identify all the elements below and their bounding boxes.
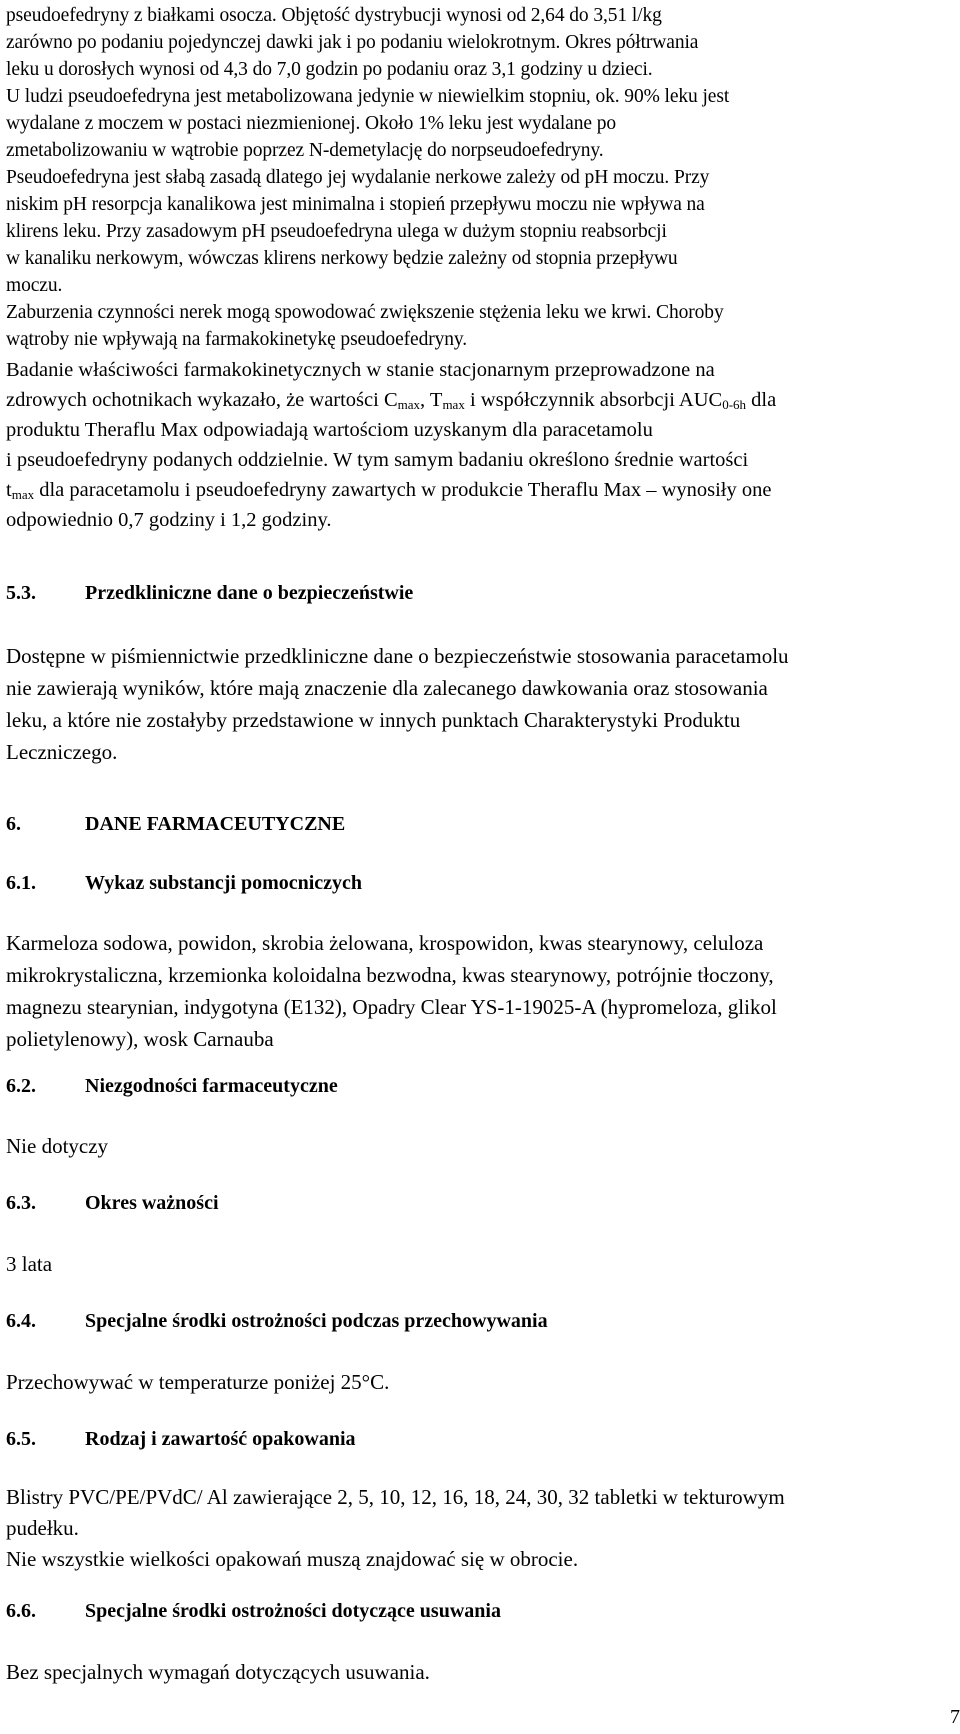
- subscript: max: [397, 397, 421, 412]
- text-line: Pseudoefedryna jest słabą zasadą dlatego jej wydalanie nerkowe zależy od pH moczu. Przy: [6, 167, 710, 188]
- section-number: 6.4.: [6, 1310, 36, 1332]
- text-line: Dostępne w piśmiennictwie przedkliniczne dane o bezpieczeństwie stosowania paracetamolu: [6, 644, 789, 668]
- section-6-3-body: [6, 1248, 956, 1280]
- text-span: dla paracetamolu i pseudoefedryny zawartych w produkcie Theraflu Max – wynosiły one: [34, 479, 772, 501]
- text-line: produktu Theraflu Max odpowiadają wartościom uzyskanym dla paracetamolu: [6, 419, 653, 441]
- text-line: klirens leku. Przy zasadowym pH pseudoefedryna ulega w dużym stopniu reabsorbcji: [6, 221, 667, 242]
- text-line: wydalane z moczem w postaci niezmienionej. Około 1% leku jest wydalane po: [6, 113, 617, 134]
- text-line: nie zawierają wyników, które mają znaczenie dla zalecanego dawkowania oraz stosowania: [6, 676, 768, 700]
- text-span: zdrowych ochotnikach wykazało, że wartości C: [6, 389, 398, 411]
- section-heading-6-4: [6, 1310, 548, 1333]
- text-line: Karmeloza sodowa, powidon, skrobia żelowana, krospowidon, kwas stearynowy, celuloza: [6, 931, 764, 955]
- text-line: Blistry PVC/PE/PVdC/ Al zawierające 2, 5, 10, 12, 16, 18, 24, 30, 32 tabletki w tekturowym: [6, 1485, 785, 1509]
- subscript: 0-6h: [722, 397, 747, 412]
- section-6-4-body: [6, 1366, 956, 1398]
- page-number: 7: [950, 1706, 960, 1728]
- section-title: Okres ważności: [85, 1192, 219, 1214]
- section-6-5-body: [6, 1482, 956, 1575]
- section-title: Specjalne środki ostrożności podczas przechowywania: [85, 1310, 548, 1332]
- text-line: pudełku.: [6, 1516, 79, 1540]
- text-line: magnezu stearynian, indygotyna (E132), Opadry Clear YS-1-19025-A (hypromeloza, glikol: [6, 995, 777, 1019]
- section-title: Niezgodności farmaceutyczne: [85, 1075, 338, 1097]
- section-number: 6.2.: [6, 1075, 36, 1097]
- text-line: Bez specjalnych wymagań dotyczących usuwania.: [6, 1660, 430, 1684]
- text-line: w kanaliku nerkowym, wówczas klirens nerkowy będzie zależny od stopnia przepływu: [6, 248, 678, 269]
- section-6-6-body: [6, 1656, 956, 1688]
- section-5-3-body: [6, 640, 956, 768]
- text-span: dla: [746, 389, 777, 411]
- section-number: 6.6.: [6, 1600, 36, 1622]
- text-span: i współczynnik absorbcji AUC: [464, 389, 723, 411]
- text-line: leku, a które nie zostałyby przedstawione w innych punktach Charakterystyki Produktu: [6, 708, 741, 732]
- section-title: Specjalne środki ostrożności dotyczące usuwania: [85, 1600, 501, 1622]
- section-heading-5-3: [6, 582, 413, 605]
- text-line: pseudoefedryny z białkami osocza. Objętość dystrybucji wynosi od 2,64 do 3,51 l/kg: [6, 5, 662, 26]
- text-line: Przechowywać w temperaturze poniżej 25°C.: [6, 1370, 390, 1394]
- text-line: leku u dorosłych wynosi od 4,3 do 7,0 godzin po podaniu oraz 3,1 godziny u dzieci.: [6, 59, 653, 80]
- text-line: niskim pH resorpcja kanalikowa jest minimalna i stopień przepływu moczu nie wpływa na: [6, 194, 705, 215]
- text-span: t: [6, 479, 12, 501]
- section-heading-6-1: [6, 872, 362, 895]
- section-heading-6-5: [6, 1428, 356, 1451]
- section-6-2-body: [6, 1130, 956, 1162]
- section-number: 6.5.: [6, 1428, 36, 1450]
- text-line: 3 lata: [6, 1252, 53, 1276]
- section-heading-6-6: [6, 1600, 501, 1623]
- text-line: [6, 385, 956, 415]
- section-title: DANE FARMACEUTYCZNE: [85, 813, 346, 835]
- text-line: zarówno po podaniu pojedynczej dawki jak i po podaniu wielokrotnym. Okres półtrwania: [6, 32, 699, 53]
- steady-state-study-paragraph: [6, 355, 956, 535]
- text-line: i pseudoefedryny podanych oddzielnie. W tym samym badaniu określono średnie wartości: [6, 449, 749, 471]
- text-line: odpowiednio 0,7 godziny i 1,2 godziny.: [6, 509, 332, 531]
- section-title: Rodzaj i zawartość opakowania: [85, 1428, 356, 1450]
- section-heading-6-3: [6, 1192, 219, 1215]
- text-line: wątroby nie wpływają na farmakokinetykę pseudoefedryny.: [6, 329, 468, 350]
- section-heading-6-2: [6, 1075, 338, 1098]
- text-line: U ludzi pseudoefedryna jest metabolizowana jedynie w niewielkim stopniu, ok. 90% leku jest: [6, 86, 730, 107]
- section-number: 5.3.: [6, 582, 36, 604]
- text-line: mikrokrystaliczna, krzemionka koloidalna bezwodna, kwas stearynowy, potrójnie tłoczony,: [6, 963, 774, 987]
- text-line: Nie wszystkie wielkości opakowań muszą znajdować się w obrocie.: [6, 1547, 579, 1571]
- section-number: 6.1.: [6, 872, 36, 894]
- text-line: Zaburzenia czynności nerek mogą spowodować zwiększenie stężenia leku we krwi. Choroby: [6, 302, 724, 323]
- text-line: [6, 475, 956, 505]
- text-line: moczu.: [6, 275, 63, 296]
- section-number: 6.: [6, 813, 21, 835]
- section-number: 6.3.: [6, 1192, 36, 1214]
- text-line: polietylenowy), wosk Carnauba: [6, 1027, 274, 1051]
- section-title: Przedkliniczne dane o bezpieczeństwie: [85, 582, 414, 604]
- subscript: max: [11, 487, 35, 502]
- pharmacokinetics-paragraph: [6, 2, 956, 353]
- text-line: Nie dotyczy: [6, 1134, 109, 1158]
- text-span: , T: [420, 389, 443, 411]
- section-6-1-body: [6, 927, 956, 1055]
- section-heading-6: [6, 813, 345, 836]
- text-line: Leczniczego.: [6, 740, 118, 764]
- subscript: max: [442, 397, 465, 412]
- text-line: zmetabolizowaniu w wątrobie poprzez N-demetylację do norpseudoefedryny.: [6, 140, 604, 161]
- text-line: Badanie właściwości farmakokinetycznych w stanie stacjonarnym przeprowadzone na: [6, 359, 715, 381]
- section-title: Wykaz substancji pomocniczych: [85, 872, 363, 894]
